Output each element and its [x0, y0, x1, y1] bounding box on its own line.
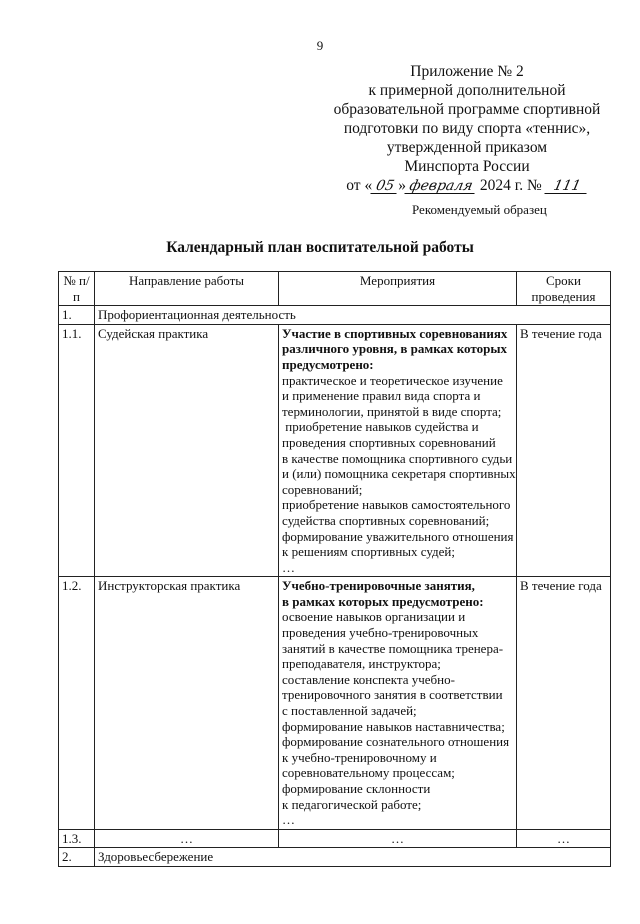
event-line: …: [282, 812, 295, 828]
header-direction: Направление работы: [95, 272, 279, 306]
order-year: 2024 г. №: [475, 177, 546, 194]
section-title: Здоровьесбережение: [95, 848, 611, 867]
event-line: к педагогической работе;: [282, 796, 422, 812]
section-row: [59, 848, 611, 867]
header-terms: Сроки проведения: [517, 272, 611, 306]
appendix-line: Приложение № 2: [410, 63, 524, 80]
event-heading-line: Учебно-тренировочные занятия,: [282, 578, 475, 594]
page-number: 9: [316, 38, 324, 53]
row-direction: …: [95, 829, 279, 848]
appendix-line: к примерной дополнительной: [368, 82, 566, 99]
order-number-handwritten: 111: [544, 179, 589, 194]
event-line: и (или) помощника секретаря спортивных: [282, 466, 516, 482]
event-line: занятий в качестве помощника тренера-: [282, 640, 504, 656]
event-line: соревнований;: [282, 481, 363, 497]
appendix-line: утвержденной приказом: [386, 139, 548, 156]
order-line: [322, 176, 612, 195]
event-line: практическое и теоретическое изучение: [282, 372, 503, 388]
appendix-line: подготовки по виду спорта «теннис»,: [343, 120, 591, 137]
event-line: приобретение навыков судейства и: [282, 419, 479, 435]
header-events: Мероприятия: [279, 272, 517, 306]
section-num: 1.: [59, 306, 95, 325]
event-line: соревновательному процессам;: [282, 765, 455, 781]
order-prefix: от «: [346, 177, 373, 194]
table-row: [59, 324, 611, 577]
row-events: …: [279, 829, 517, 848]
event-line: проведения спортивных соревнований: [282, 434, 496, 450]
event-heading-line: различного уровня, в рамках которых: [282, 341, 507, 357]
row-terms: …: [517, 829, 611, 848]
event-line: приобретение навыков самостоятельного: [282, 497, 511, 513]
appendix-line: Минспорта России: [404, 158, 530, 175]
section-row: [59, 306, 611, 325]
appendix-line: образовательной программе спортивной: [333, 101, 601, 118]
row-terms: В течение года: [517, 577, 611, 830]
row-events: [279, 324, 517, 577]
appendix-block: [322, 62, 612, 195]
row-terms: В течение года: [517, 324, 611, 577]
section-num: 2.: [59, 848, 95, 867]
section-title: Профориентационная деятельность: [95, 306, 611, 325]
row-num: 1.2.: [59, 577, 95, 830]
row-num: 1.3.: [59, 829, 95, 848]
table-header-row: [59, 272, 611, 306]
event-line: формирование уважительного отношения: [282, 528, 514, 544]
event-line: преподавателя, инструктора;: [282, 656, 441, 672]
plan-table: [58, 271, 611, 867]
event-line: к учебно-тренировочному и: [282, 749, 437, 765]
event-line: формирование навыков наставничества;: [282, 718, 505, 734]
event-line: терминологии, принятой в виде спорта;: [282, 403, 502, 419]
header-num: № п/п: [59, 272, 95, 306]
event-line: и применение правил вида спорта и: [282, 388, 481, 404]
event-line: …: [282, 559, 295, 575]
row-num: 1.1.: [59, 324, 95, 577]
event-line: с поставленной задачей;: [282, 703, 417, 719]
order-mid: »: [398, 177, 406, 194]
event-line: освоение навыков организации и: [282, 609, 466, 625]
event-line: судейства спортивных соревнований;: [282, 512, 490, 528]
table-row: [59, 577, 611, 830]
event-heading-line: предусмотрено:: [282, 356, 374, 372]
event-line: формирование сознательного отношения: [282, 734, 510, 750]
event-line: тренировочного занятия в соответствии: [282, 687, 503, 703]
event-line: проведения учебно-тренировочных: [282, 625, 479, 641]
event-line: составление конспекта учебно-: [282, 671, 455, 687]
table-row: [59, 829, 611, 848]
order-month-handwritten: февраля: [404, 179, 477, 194]
recommended-sample-note: Рекомендуемый образец: [412, 202, 547, 217]
event-line: в качестве помощника спортивного судьи: [282, 450, 513, 466]
row-direction: Судейская практика: [95, 324, 279, 577]
event-line: к решениям спортивных судей;: [282, 544, 455, 560]
event-line: формирование склонности: [282, 781, 431, 796]
order-day-handwritten: 05: [371, 179, 400, 194]
event-heading-line: Участие в спортивных соревнованиях: [282, 325, 508, 341]
document-title: Календарный план воспитательной работы: [166, 239, 474, 256]
row-events: [279, 577, 517, 830]
row-direction: Инструкторская практика: [95, 577, 279, 830]
event-heading-line: в рамках которых предусмотрено:: [282, 593, 484, 609]
